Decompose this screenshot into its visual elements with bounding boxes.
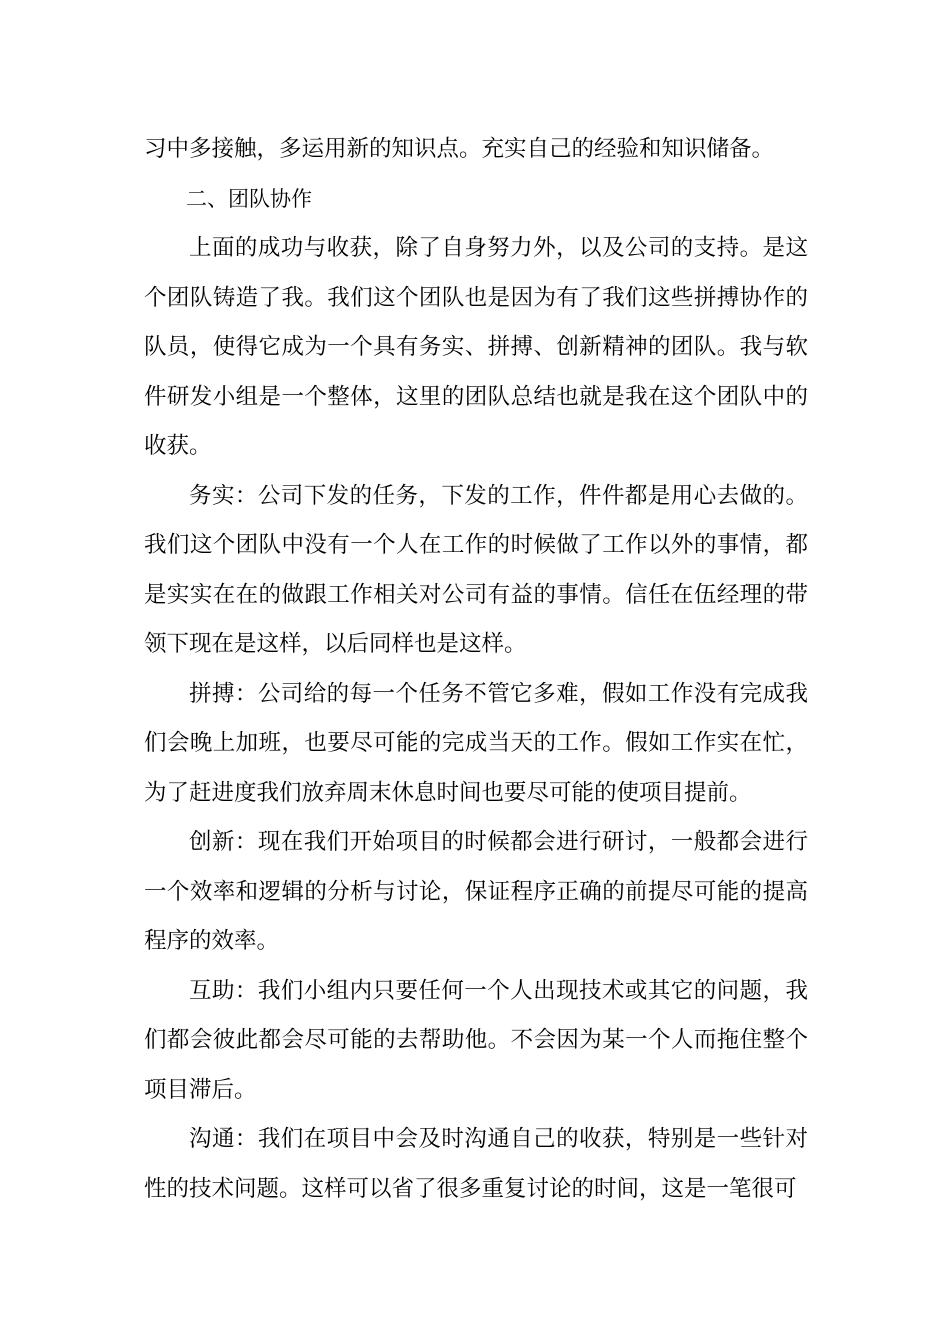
paragraph-mutual-help: 互助：我们小组内只要任何一个人出现技术或其它的问题，我们都会彼此都会尽可能的去帮助他。不会因为某一个人而拖住整个项目滞后。 [144,977,808,1103]
paragraph-striving: 拼搏：公司给的每一个任务不管它多难，假如工作没有完成我们会晚上加班，也要尽可能的完成当天的工作。假如工作实在忙，为了赶进度我们放弃周末休息时间也要尽可能的使项目提前。 [144,680,808,806]
paragraph-team-intro: 上面的成功与收获，除了自身努力外，以及公司的支持。是这个团队铸造了我。我们这个团队也是因为有了我们这些拼搏协作的队员，使得它成为一个具有务实、拼搏、创新精神的团队。我与软件研发小组是一个整体，这里的团队总结也就是我在这个团队中的收获。 [144,235,808,459]
paragraph-continuation: 习中多接触，多运用新的知识点。充实自己的经验和知识储备。 [144,136,775,162]
section-heading: 二、团队协作 [186,186,312,211]
document-body [144,125,808,1214]
paragraph-innovation: 创新：现在我们开始项目的时候都会进行研讨，一般都会进行一个效率和逻辑的分析与讨论，保证程序正确的前提尽可能的提高程序的效率。 [144,829,808,954]
paragraph-pragmatic: 务实：公司下发的任务，下发的工作，件件都是用心去做的。我们这个团队中没有一个人在工作的时候做了工作以外的事情，都是实实在在的做跟工作相关对公司有益的事情。信任在伍经理的带领下现在是这样，以后同样也是这样。 [144,482,808,657]
paragraph-communication: 沟通：我们在项目中会及时沟通自己的收获，特别是一些针对性的技术问题。这样可以省了很多重复讨论的时间，这是一笔很可 [144,1126,808,1202]
